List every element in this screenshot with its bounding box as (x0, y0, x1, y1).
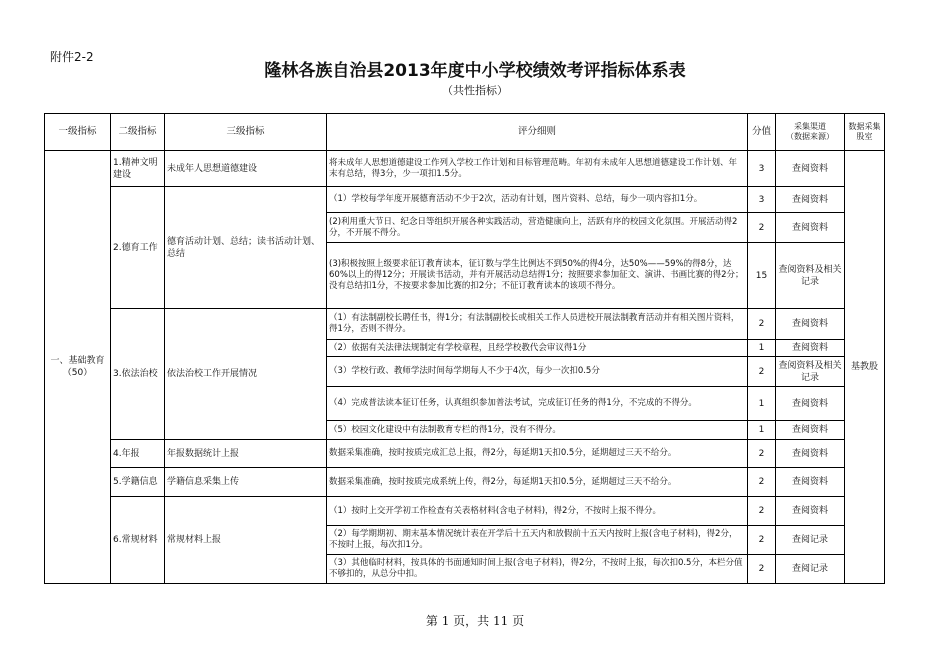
channel-cell: 查阅资料 (776, 468, 845, 497)
score-cell: 2 (748, 468, 776, 497)
channel-cell: 查阅记录 (776, 526, 845, 555)
level2-cell: 5.学籍信息 (111, 468, 165, 497)
detail-cell: （5）校园文化建设中有法制教育专栏的得1分，没有不得分。 (327, 421, 748, 440)
channel-cell: 查阅资料及相关记录 (776, 243, 845, 309)
page-title: 隆林各族自治县2013年度中小学校绩效考评指标体系表 (264, 61, 686, 81)
level3-cell: 依法治校工作开展情况 (165, 309, 327, 440)
channel-cell: 查阅资料 (776, 187, 845, 213)
header-level2: 二级指标 (111, 114, 165, 151)
level3-cell: 未成年人思想道德建设 (165, 151, 327, 187)
detail-cell: （2）依据有关法律法规制定有学校章程，且经学校教代会审议得1分 (327, 340, 748, 357)
level1-cell: 一、基础教育（50） (45, 151, 111, 584)
score-cell: 2 (748, 440, 776, 468)
page-subtitle: （共性指标） (442, 84, 508, 97)
table-row (45, 309, 885, 340)
level2-cell: 4.年报 (111, 440, 165, 468)
detail-cell: （1）学校每学年度开展德育活动不少于2次，活动有计划，图片资料、总结，每少一项内容扣1分。 (327, 187, 748, 213)
level2-cell: 6.常规材料 (111, 497, 165, 584)
level3-cell: 学籍信息采集上传 (165, 468, 327, 497)
channel-cell: 查阅资料及相关记录 (776, 357, 845, 387)
score-cell: 1 (748, 421, 776, 440)
page-footer: 第 1 页，共 11 页 (425, 614, 525, 628)
attachment-label: 附件2-2 (50, 50, 94, 64)
table-row (45, 151, 885, 187)
score-cell: 2 (748, 526, 776, 555)
header-level1: 一级指标 (45, 114, 111, 151)
score-cell: 2 (748, 357, 776, 387)
table-row (45, 468, 885, 497)
table-row (45, 497, 885, 526)
table-row (45, 187, 885, 213)
score-cell: 2 (748, 497, 776, 526)
dept-cell: 基教股 (845, 151, 885, 584)
detail-cell: 数据采集准确，按时按质完成系统上传，得2分，每延期1天扣0.5分，延期超过三天不给分。 (327, 468, 748, 497)
detail-cell: （4）完成普法读本征订任务，认真组织参加普法考试，完成征订任务的得1分，不完成的不得分。 (327, 387, 748, 421)
score-cell: 2 (748, 555, 776, 584)
channel-cell: 查阅资料 (776, 309, 845, 340)
header-row (45, 114, 885, 151)
score-cell: 1 (748, 340, 776, 357)
detail-cell: (3)积极按照上级要求征订教育读本，征订数与学生比例达不到50%的得4分，达50%——59%的得8分，达60%以上的得12分；开展读书活动，并有开展活动总结得1分；按照要求参加征文、演讲、书画比赛的得2分；没有总结扣1分，不按要求参加比赛的扣2分；不征订教育读本的该项不得分。 (327, 243, 748, 309)
detail-cell: （3）其他临时材料，按具体的书面通知时间上报(含电子材料)，得2分，不按时上报，每次扣0.5分，本栏分值不够扣的，从总分中扣。 (327, 555, 748, 584)
header-detail: 评分细则 (327, 114, 748, 151)
score-cell: 15 (748, 243, 776, 309)
detail-cell: （3）学校行政、教师学法时间每学期每人不少于4次，每少一次扣0.5分 (327, 357, 748, 387)
channel-cell: 查阅资料 (776, 421, 845, 440)
indicator-table (44, 113, 885, 584)
score-cell: 2 (748, 213, 776, 243)
channel-cell: 查阅资料 (776, 213, 845, 243)
header-score: 分值 (748, 114, 776, 151)
score-cell: 3 (748, 187, 776, 213)
detail-cell: （2）每学期期初、期末基本情况统计表在开学后十五天内和放假前十五天内按时上报(含电子材料)，得2分，不按时上报，每次扣1分。 (327, 526, 748, 555)
level2-cell: 2.德育工作 (111, 187, 165, 309)
score-cell: 2 (748, 309, 776, 340)
level3-cell: 德育活动计划、总结；读书活动计划、总结 (165, 187, 327, 309)
detail-cell: （1）有法制副校长聘任书，得1分；有法制副校长或相关工作人员进校开展法制教育活动并有相关图片资料，得1分，否则不得分。 (327, 309, 748, 340)
channel-cell: 查阅资料 (776, 440, 845, 468)
channel-cell: 查阅资料 (776, 151, 845, 187)
table-row (45, 440, 885, 468)
header-dept: 数据采集股室 (845, 114, 885, 151)
score-cell: 1 (748, 387, 776, 421)
detail-cell: 将未成年人思想道德建设工作列入学校工作计划和目标管理范畴。年初有未成年人思想道德建设工作计划、年末有总结，得3分，少一项扣1.5分。 (327, 151, 748, 187)
level3-cell: 年报数据统计上报 (165, 440, 327, 468)
header-channel: 采集渠道 （数据来源） (776, 114, 845, 151)
detail-cell: 数据采集准确，按时按质完成汇总上报，得2分，每延期1天扣0.5分，延期超过三天不给分。 (327, 440, 748, 468)
level2-cell: 3.依法治校 (111, 309, 165, 440)
channel-cell: 查阅资料 (776, 387, 845, 421)
detail-cell: (2)利用重大节日、纪念日等组织开展各种实践活动，营造健康向上，活跃有序的校园文化氛围。开展活动得2分，不开展不得分。 (327, 213, 748, 243)
channel-cell: 查阅资料 (776, 340, 845, 357)
channel-cell: 查阅记录 (776, 555, 845, 584)
channel-cell: 查阅资料 (776, 497, 845, 526)
level3-cell: 常规材料上报 (165, 497, 327, 584)
detail-cell: （1）按时上交开学初工作检查有关表格材料(含电子材料)，得2分，不按时上报不得分。 (327, 497, 748, 526)
score-cell: 3 (748, 151, 776, 187)
header-level3: 三级指标 (165, 114, 327, 151)
level2-cell: 1.精神文明建设 (111, 151, 165, 187)
